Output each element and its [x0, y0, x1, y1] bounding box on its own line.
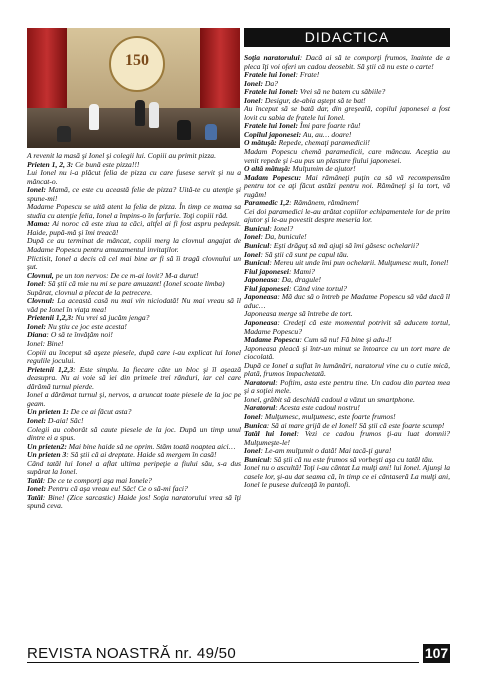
dialogue-text: Ionel a dărâmat turnul şi, nervos, a aruncat toate piesele de la joc pe geam.	[27, 390, 241, 408]
dialogue-line	[27, 391, 241, 408]
speaker-name: Japoneasa	[244, 275, 278, 285]
dialogue-text: Plictisit, Ionel a decis că cel mai bine ar fi să îi tragă clovnului un şut.	[27, 253, 241, 272]
dialogue-line	[27, 426, 241, 443]
speaker-name: Fratele lui Ionel:	[244, 121, 299, 131]
dialogue-text: D-aia! Sâc!	[45, 415, 84, 425]
emblem-number: 150	[125, 52, 149, 69]
dialogue-text: : Da, dragule!	[277, 275, 322, 285]
dialogue-text: După ce Ionel a suflat în lumânări, naratorul vine cu o cutie mică, plată, frumos împachetată.	[244, 360, 450, 379]
speaker-name: Ionel	[27, 279, 44, 289]
speaker-name: Ionel	[244, 411, 261, 421]
dialogue-line	[27, 349, 241, 366]
speaker-name: Tatăl lui Ionel	[244, 429, 297, 439]
dialogue-line	[27, 203, 241, 220]
dialogue-text: pe un ton nervos: De ce m-ai lovit? M-a durut!	[53, 270, 199, 280]
speaker-name: Japoneasa	[244, 317, 278, 327]
dialogue-text: : Să ştii că ai dreptate. Haide să mergem în casă!	[66, 450, 217, 460]
speaker-name: Diana	[27, 330, 47, 340]
section-header: DIDACTICA	[244, 28, 450, 47]
speaker-name: Soţia naratorului	[244, 53, 300, 62]
dialogue-line	[244, 379, 450, 396]
speaker-name: Ionel:	[27, 415, 46, 425]
dialogue-line	[244, 54, 450, 71]
dialogue-text: Ionel, grăbit să deschidă cadoul a văzut un smartphone.	[244, 394, 415, 404]
stage-photo	[27, 28, 240, 148]
speaker-name: Clovnul,	[27, 270, 54, 280]
dialogue-text: : Vezi ce cadou frumos ţi-au luat domnii? Mulţumeşte-le!	[244, 429, 450, 447]
speaker-name: Japoneasa	[244, 292, 278, 302]
speaker-name: Ionel:	[27, 185, 46, 195]
dialogue-text: : Cum să nu! Fă bine şi adu-l!	[299, 335, 392, 345]
dialogue-text: Repede, chemaţi paramedicii!	[276, 138, 370, 148]
dialogue-text: Japoneasa merge să întrebe de tort.	[244, 309, 353, 319]
dialogue-line	[27, 460, 241, 477]
performer-figure	[89, 104, 99, 130]
dialogue-line	[27, 297, 241, 314]
speaker-name: Ionel:	[27, 484, 46, 494]
dialogue-line	[244, 345, 450, 362]
dialogue-text: Lui Ionel nu i-a plăcut felia de pizza cu care fusese servit şi nu a mâncat-o.	[27, 168, 241, 186]
speaker-name: Bunica	[244, 420, 267, 430]
dialogue-text: : Mami?	[288, 266, 315, 276]
dialogue-text: Ai noroc că este ziua ta căci, altfel ai fi fost aspru pedepsit. Haide, pupă-mă şi îmi treacă!	[27, 219, 241, 237]
dialogue-line	[244, 105, 450, 122]
dialogue-text: Ionel nu o ascultă! Toţi i-au cântat La mulţi ani! lui Ionel. Ajunşi la casele lor, şi-au dat seama că, în timp ce ei cântaseră La mulţi ani, Ionel le pusese dulceaţă în pantofi.	[244, 463, 450, 490]
speaker-name: Ionel:	[244, 78, 263, 88]
dialogue-text: : Desigur, de-abia aştept să te bat!	[260, 95, 366, 105]
performer-figure	[57, 126, 71, 142]
dialogue-line	[244, 174, 450, 200]
dialogue-text: : Dacă ai să te comporţi frumos, înainte de a pleca îţi voi oferi un cadou deosebit. Să ştii că nu este o carte!	[244, 53, 450, 71]
dialogue-text: : De ce te comporţi aşa mai Ionele?	[42, 475, 152, 485]
dialogue-line	[244, 148, 450, 165]
dialogue-text: Au început să se bată dar, din greşeală, copilul japonesei a fost lovit cu sabia de fratele lui Ionel.	[244, 104, 450, 122]
left-text-column	[27, 152, 241, 511]
speaker-name: O mătuşă:	[244, 138, 277, 148]
dialogue-text: : Ionel?	[269, 223, 294, 233]
speaker-name: Bunicul	[244, 454, 270, 464]
speaker-name: Naratorul	[244, 403, 276, 413]
footer-divider	[27, 662, 419, 663]
speaker-name: Un prieten 3	[27, 450, 67, 460]
dialogue-text: Ce bună este pizza!!!	[73, 159, 140, 169]
speaker-name: Copilul japonesei:	[244, 129, 302, 139]
speaker-name: Bunicul	[244, 258, 270, 268]
dialogue-line	[27, 255, 241, 272]
performer-figure	[149, 102, 159, 128]
dialogue-text: După ce au terminat de mâncat, copiii merg la clovnul angajat de Madame Popescu pentru amuzamentul invitaţilor.	[27, 236, 241, 255]
speaker-name: Tatăl	[27, 475, 43, 485]
dialogue-line	[27, 220, 241, 237]
dialogue-text: Mulţumim de ajutor!	[290, 164, 356, 174]
dialogue-text: : Eşti drăguţ să mă ajuţi să îmi găsesc ochelarii?	[269, 241, 419, 251]
dialogue-text: Copiii au început să aşeze piesele, după care i-au explicat lui Ionel regulile jocului.	[27, 347, 241, 366]
dialogue-text: : Rămânem, rămânem!	[289, 198, 359, 208]
speaker-name: Paramedic 1,2	[244, 198, 290, 208]
performer-figure	[135, 100, 145, 126]
dialogue-text: : Mă duc să o întreb pe Madame Popescu să văd dacă îl aduc…	[244, 292, 450, 310]
magazine-title: REVISTA NOASTRĂ nr. 49/50	[27, 645, 236, 662]
speaker-name: Naratorul	[244, 377, 276, 387]
speaker-name: Clovnul:	[27, 296, 55, 306]
speaker-name: Ionel	[244, 232, 261, 242]
dialogue-text: : Când vine tortul?	[288, 283, 347, 293]
dialogue-line	[244, 293, 450, 310]
dialogue-text: : Poftim, asta este pentru tine. Un cadou din partea mea şi a soţiei mele.	[244, 377, 450, 396]
right-text-column	[244, 54, 450, 490]
speaker-name: Fratele lui Ionel	[244, 70, 296, 80]
dialogue-line	[244, 319, 450, 336]
dialogue-text: Vrei să ne batem cu săbiile?	[298, 87, 386, 97]
dialogue-text: : Da, bunicule!	[260, 232, 307, 242]
dialogue-text: Când tatăl lui Ionel a aflat ultima peripeţie a fiului său, s-a dus supărat la Ionel.	[27, 458, 241, 477]
dialogue-text: Mai bine haide să ne oprim. Stăm toată noaptea aici…	[66, 441, 236, 451]
speaker-name: Madam Popescu:	[244, 172, 302, 182]
dialogue-line	[244, 362, 450, 379]
dialogue-text: Ionel: Bine!	[27, 339, 64, 349]
dialogue-text: Japoneasa pleacă şi într-un minut se întoarce cu un tort mare de ciocolată.	[244, 343, 450, 362]
dialogue-line	[27, 186, 241, 203]
page-number: 107	[424, 645, 449, 661]
speaker-name: Un prieten 1:	[27, 407, 69, 417]
dialogue-line	[244, 208, 450, 225]
dialogue-text: : Acesta este cadoul nostru!	[275, 403, 360, 413]
speaker-name: Prietenii 1,2,3:	[27, 313, 74, 323]
dialogue-line	[27, 494, 241, 511]
speaker-name: Ionel:	[27, 321, 46, 331]
dialogue-text: : O să te învăţăm noi!	[46, 330, 113, 340]
speaker-name: Prietenii 1,2,3	[27, 364, 74, 374]
speaker-name: Bunicul	[244, 223, 270, 233]
performer-figure	[205, 124, 217, 140]
dialogue-line	[244, 430, 450, 447]
dialogue-text: Nu vrei să jucăm jenga?	[73, 313, 150, 323]
dialogue-text: Mamă, ce este cu această felie de pizza? Uită-te cu atenţie şi spune-mi!	[27, 185, 241, 203]
speaker-name: Mama:	[27, 219, 50, 229]
dialogue-text: Nu ştiu ce joc este acesta!	[45, 321, 127, 331]
dialogue-line	[27, 366, 241, 392]
dialogue-text: Madam Popescu chemă paramedicii, care mâncau. Aceştia au venit repede şi i-au pus un plasture fiului japonesei.	[244, 147, 450, 165]
speaker-name: Fratele lui Ionel:	[244, 87, 299, 97]
dialogue-text: : Le-am mulţumit o dată! Mai tacă-ţi gura!	[260, 446, 392, 456]
dialogue-text: Au, au… doare!	[301, 129, 352, 139]
dialogue-text: Colegii au coborât să caute piesele de la joc. După un timp unul dintre ei a spus.	[27, 424, 241, 443]
speaker-name: Madame Popescu	[244, 335, 300, 345]
speaker-name: Prieten 1, 2, 3:	[27, 159, 74, 169]
anniversary-emblem	[109, 36, 165, 92]
speaker-name: Ionel	[244, 249, 261, 259]
dialogue-text: A revenit la masă şi Ionel şi colegii lui. Copiii au primit pizza.	[27, 151, 216, 160]
speaker-name: Bunicul	[244, 241, 270, 251]
dialogue-text: : Credeţi că este momentul potrivit să aducem tortul, Madame Popescu?	[244, 317, 450, 336]
dialogue-text: : Mulţumesc, mulţumesc, este foarte frumos!	[260, 411, 396, 421]
dialogue-line	[244, 464, 450, 490]
performer-figure	[177, 120, 191, 140]
dialogue-text: : Să ştii că nu este frumos să vorbeşti aşa cu tatăl tău.	[269, 454, 434, 464]
speaker-name: Fiul japonesei	[244, 283, 289, 293]
dialogue-text: La această casă nu mai vin niciodată! Nu mai vreau să îl văd pe Ionel în viaţa mea!	[27, 296, 241, 314]
speaker-name: Tatăl	[27, 492, 43, 502]
dialogue-text: : Să ştii că sunt pe capul tău.	[260, 249, 349, 259]
speaker-name: O altă mătuşă:	[244, 164, 291, 174]
dialogue-text: : Bine! (Zice sarcastic) Haide jos! Soţia naratorului vrea să îţi spună ceva.	[27, 492, 241, 511]
speaker-name: Ionel	[244, 446, 261, 456]
dialogue-text: Madame Popescu se uită atent la felia de pizza. În timp ce mama sa studia cu atenţie felia, Ionel a împins-o în farfurie. Toţi copiii răd.	[27, 202, 241, 220]
dialogue-text: Îmi pare foarte rău!	[298, 121, 361, 131]
dialogue-text: : Este simplu. Ia fiecare câte un bloc şi îl aşează deasupra. Nu ai voie să iei din primele trei rânduri, iar cel care dărâmă turnul pierde.	[27, 364, 241, 391]
dialogue-text: Supărat, clovnul a plecat de la petrecere.	[27, 287, 153, 297]
dialogue-text: De ce ai făcut asta?	[68, 407, 132, 417]
dialogue-line	[27, 169, 241, 186]
dialogue-line	[27, 237, 241, 254]
speaker-name: Un prieten2:	[27, 441, 67, 451]
dialogue-text: : Mereu uit unde îmi pun ochelarii. Mulţumesc mult, Ionel!	[269, 258, 449, 268]
dialogue-text: Da?	[262, 78, 278, 88]
dialogue-text: Mai rămâneţi puţin ca să vă recompensăm pentru tot ce aţi făcut astăzi pentru noi. Rămâneţi şi la tort, vă rugăm!	[244, 172, 450, 199]
speaker-name: Ionel	[244, 95, 261, 105]
dialogue-text: Pentru că aşa vreau eu! Sâc! Ce o să-mi faci?	[45, 484, 188, 494]
speaker-name: Fiul japonesei	[244, 266, 289, 276]
dialogue-text: Cei doi paramedici le-au arătat copiilor echipamentele lor de prim ajutor şi le-au povestit despre meseria lor.	[244, 206, 450, 225]
dialogue-text: : Să ai mare grijă de el Ionel! Să ştii că este foarte scump!	[266, 420, 445, 430]
dialogue-text: : Frate!	[295, 70, 320, 80]
dialogue-text: : Să ştii că mie nu mi se pare amuzant! (Ionel scoate limba)	[43, 279, 225, 289]
